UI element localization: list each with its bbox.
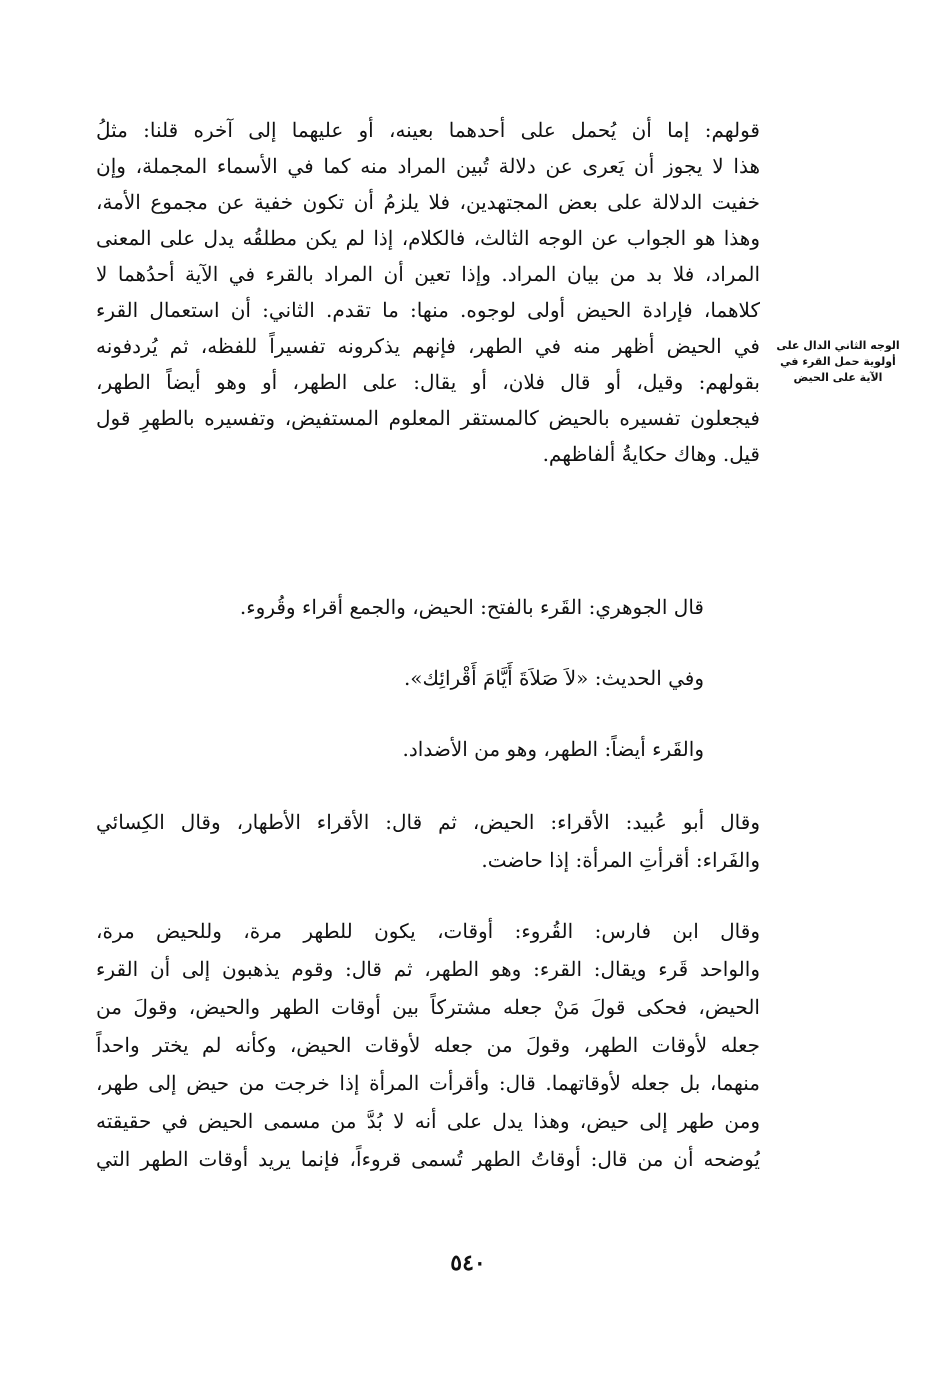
text-line: ومن طهر إلى حيض، وهذا يدل على أنه لا بُدَّ من مسمى الحيض في حقيقته xyxy=(96,1109,760,1133)
paragraph-1 xyxy=(96,112,760,472)
text-line: كلاهما، فإرادة الحيض أولى لوجوه. منها: ما تقدم. الثاني: أن استعمال القرء xyxy=(96,298,760,322)
margin-note-line: الآية على الحيض xyxy=(793,371,883,384)
text-line: منهما، بل جعله لأوقاتهما. قال: وأقرأت المرأة إذا خرجت من حيض إلى طهر، xyxy=(96,1071,760,1095)
margin-note-line: الوجه الثاني الدال على xyxy=(776,339,900,352)
text-line: بقولهم: وقيل، أو قال فلان، أو يقال: على الطهر، أو وهو أيضاً الطهر، xyxy=(96,370,760,394)
text-line: المراد، فلا بد من بيان المراد. وإذا تعين أن المراد بالقرء في الآية أحدُهما لا xyxy=(96,262,760,286)
quote-hadith: وفي الحديث: «لاَ صَلاَةَ أَيَّامَ أَقْرائِك». xyxy=(403,666,704,690)
text-line: قولهم: إما أن يُحمل على أحدهما بعينه، أو عليهما إلى آخره قلنا: مثلُ xyxy=(96,118,760,142)
paragraph-3 xyxy=(96,912,760,1178)
text-line: في الحيض أظهر منه في الطهر، فإنهم يذكرونه تفسيراً للفظه، ثم يُردفونه xyxy=(96,334,760,358)
text-line: جعله لأوقات الطهر، وقولَ من جعله لأوقات الحيض، وكأنه لم يختر واحداً xyxy=(96,1033,760,1057)
quote-jawhari: قال الجوهري: القَرء بالفتح: الحيض، والجمع أقراء وقُروء. xyxy=(239,595,704,619)
text-line: هذا لا يجوز أن يَعرى عن دلالة تُبين المراد منه كما في الأسماء المجملة، وإن xyxy=(96,154,760,178)
text-line: وقال أبو عُبيد: الأقراء: الحيض، ثم قال: الأقراء الأطهار، وقال الكِسائي xyxy=(96,810,760,834)
text-line: قيل. وهاك حكايةُ ألفاظهم. xyxy=(542,442,760,466)
text-line: خفيت الدلالة على بعض المجتهدين، فلا يلزمُ أن تكون خفية عن مجموع الأمة، xyxy=(96,190,760,214)
text-line: يُوضحه أن من قال: أوقاتُ الطهر تُسمى قروءاً، فإنما يريد أوقات الطهر التي xyxy=(96,1147,760,1171)
text-line: الحيض، فحكى قولَ مَنْ جعله مشتركاً بين أوقات الطهر والحيض، وقولَ من xyxy=(96,995,760,1019)
text-line: والفَراء: أقرأتِ المرأة: إذا حاضت. xyxy=(481,848,760,872)
margin-note-line: أولوية حمل القرء في xyxy=(780,355,896,368)
text-line: وقال ابن فارس: القُروء: أوقات، يكون للطهر مرة، وللحيض مرة، xyxy=(96,919,760,943)
quote-also-tuhr: والقَرء أيضاً: الطهر، وهو من الأضداد. xyxy=(402,737,704,761)
text-line: فيجعلون تفسيره بالحيض كالمستقر المعلوم المستفيض، وتفسيره بالطهرِ قول xyxy=(96,406,760,430)
margin-note xyxy=(768,338,908,386)
page-number: ٥٤٠ xyxy=(450,1250,486,1276)
text-line: والواحد قَرء ويقال: القرء: وهو الطهر، ثم قال: وقوم يذهبون إلى أن القرء xyxy=(96,957,760,981)
text-line: وهذا هو الجواب عن الوجه الثالث، فالكلام، إذا لم يكن مطلقُه يدل على المعنى xyxy=(96,226,760,250)
paragraph-2 xyxy=(96,803,760,879)
